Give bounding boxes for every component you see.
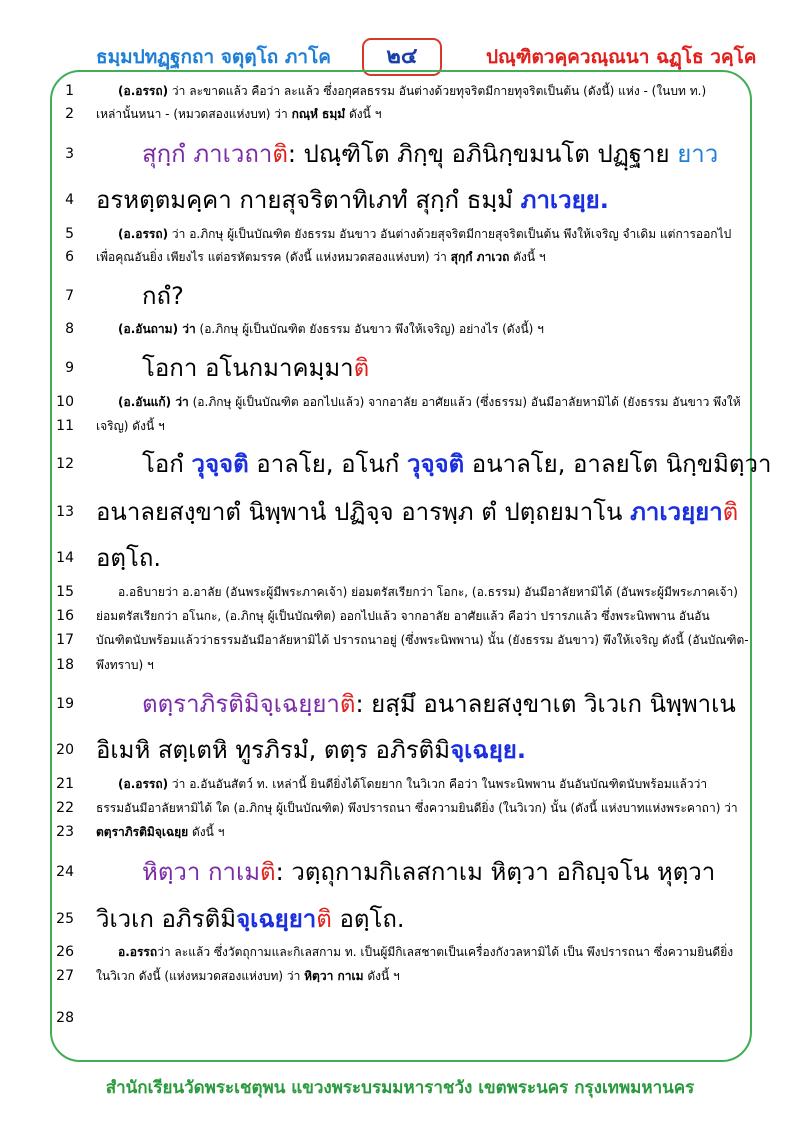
text-run: อิเมหิ สตฺเตหิ ทูรภิรมํ, ตตฺร อภิรติมิ [96, 736, 451, 764]
text-line [96, 944, 734, 960]
line-number: 24 [56, 864, 74, 880]
text-line [96, 632, 749, 648]
text-line [96, 800, 738, 816]
line-number: 8 [65, 321, 74, 337]
text-run: อตฺโถ. [96, 544, 162, 572]
text-run: : วตฺถุกามกิเลสกาเม หิตฺวา อกิญฺจโน หุตฺวา [275, 858, 716, 886]
pali-line [96, 687, 736, 721]
text-line [96, 249, 724, 265]
text-run: ดังนี้ ฯ [345, 107, 382, 121]
line-number: 21 [56, 776, 74, 792]
text-run: ภาเวยฺย. [520, 186, 609, 214]
line-number: 23 [56, 824, 74, 840]
text-run: สุกฺกํ ภาเวถ [450, 250, 510, 264]
header-left-title: ธมฺมปทฏฺฐกถา จตุตฺโถ ภาโค [96, 46, 332, 68]
pali-line [96, 855, 726, 889]
line-number: 1 [65, 83, 74, 99]
text-run: กณฺหํ ธมฺมํ [291, 107, 346, 121]
text-run: จฺเฉยฺยา [236, 905, 317, 933]
pali-line [96, 137, 726, 171]
header-right-title: ปณฺฑิตวคฺควณฺณนา ฉฏฺโธ วคฺโค [486, 46, 757, 68]
pali-line [96, 733, 726, 767]
text-line [96, 321, 724, 337]
text-run: (อ.อรรถ) [118, 227, 169, 241]
text-run: หิตฺวา กาเม [142, 858, 261, 886]
line-number: 4 [65, 192, 74, 208]
line-number: 16 [56, 608, 74, 624]
text-run: ว่า ละแล้ว ซึ่งวัตถุกามและกิเลสกาม ท. เป็นผู้มีกิเลสชาตเป็นเครื่องกังวลหามิได้ เป็น พึงปรารถนา ซึ่งความยินดียิ่ง [157, 945, 734, 959]
line-number: 17 [56, 632, 74, 648]
page-number-box: ๒๔ [362, 38, 442, 76]
text-run: ดังนี้ ฯ [509, 250, 546, 264]
line-number: 14 [56, 550, 74, 566]
line-number: 28 [56, 1010, 74, 1026]
text-run: กถํ? [142, 282, 184, 310]
text-run: ย่อมตรัสเรียกว่า อโนกะ, (อ.ภิกษุ ผู้เป็นบัณฑิต) ออกไปแล้ว จากอาลัย อาศัยแล้ว คือว่า ปรารภแล้ว ซึ่งพระนิพพาน อันอัน [96, 609, 710, 623]
line-number: 5 [65, 226, 74, 242]
text-line [96, 226, 732, 242]
line-number: 20 [56, 742, 74, 758]
line-number: 15 [56, 584, 74, 600]
text-run: ตตฺราภิรติมิจฺเฉยฺยา [142, 690, 340, 718]
text-run: (อ.อรรถ) [118, 777, 169, 791]
text-run: ว่า อ.อันอันสัตว์ ท. เหล่านี้ ยินดียิ่งได้โดยยาก ในวิเวก คือว่า ในพระนิพพาน อันอันบัณฑิตนับพร้อมแล้วว่า [168, 777, 708, 791]
line-number: 26 [56, 944, 74, 960]
text-run: เหล่านั้นหนา - (หมวดสองแห่งบท) ว่า [96, 107, 292, 121]
text-run: โอกา อโนกมาคมฺมา [142, 354, 354, 382]
text-run: ติ [353, 354, 370, 382]
page-footer: สำนักเรียนวัดพระเชตุพน แขวงพระบรมมหาราชวัง เขตพระนคร กรุงเทพมหานคร [105, 1078, 695, 1098]
text-run: : ยสฺมึ อนาลยสงฺขาเต วิเวเก นิพฺพาเน [355, 690, 736, 718]
text-line [96, 776, 724, 792]
text-run: ในวิเวก ดังนี้ (แห่งหมวดสองแห่งบท) ว่า [96, 969, 305, 983]
text-run: (อ.ภิกษุ ผู้เป็นบัณฑิต ยังธรรม อันขาว พึงให้เจริญ) อย่างไร (ดังนี้) ฯ [195, 322, 544, 336]
line-number: 3 [65, 146, 74, 162]
text-run: อนาลยสงฺขาตํ นิพฺพานํ ปฏิจฺจ อารพฺภ ตํ ปตฺถยมาโน [96, 498, 631, 526]
text-run: เจริญ) ดังนี้ ฯ [96, 419, 165, 433]
text-run: ติ [316, 905, 332, 933]
text-run: จฺเฉยฺย. [450, 736, 526, 764]
text-run: สุกฺกํ ภาเวถา [142, 140, 273, 168]
text-run: อาลโย, อโนกํ [248, 450, 407, 478]
text-run: ติ [260, 858, 276, 886]
pali-line [96, 183, 726, 217]
text-run: (อ.อันถาม) ว่า [118, 322, 196, 336]
text-run: วุจฺจติ [406, 450, 465, 478]
line-number: 13 [56, 504, 74, 520]
text-run: ดังนี้ ฯ [363, 969, 400, 983]
text-run: ยาว [677, 140, 719, 168]
text-run: : ปณฺฑิโต ภิกฺขุ อภินิกฺขมนโต ปฏฺฐาย [287, 140, 678, 168]
pali-line [96, 541, 726, 575]
line-number: 10 [56, 394, 74, 410]
line-number: 18 [56, 657, 74, 673]
text-run: ติ [339, 690, 356, 718]
line-number: 25 [56, 911, 74, 927]
line-number: 27 [56, 968, 74, 984]
text-run: (อ.ภิกษุ ผู้เป็นบัณฑิต ออกไปแล้ว) จากอาลัย อาศัยแล้ว (ซึ่งธรรม) อันมีอาลัยหามิได้ (ยังธรรม อันขาว พึงให้ [188, 395, 741, 409]
pali-line [96, 495, 739, 529]
text-run: ภาเวยฺยา [630, 498, 723, 526]
line-number: 19 [56, 696, 74, 712]
pali-line [96, 279, 726, 313]
text-line [96, 657, 724, 673]
text-line [96, 584, 738, 600]
text-run: วิเวเก อภิรติมิ [96, 905, 237, 933]
text-run: ติ [272, 140, 288, 168]
text-run: อนาลโย, อาลยโต นิกฺขมิตฺวา [464, 450, 772, 478]
line-number: 11 [56, 418, 74, 434]
text-run: บัณฑิตนับพร้อมแล้วว่าธรรมอันมีอาลัยหามิได้ ปรารถนาอยู่ (ซึ่งพระนิพพาน) นั้น (ยังธรรม อันขาว) พึงให้เจริญ ดังนี้ (อันบัณฑิต- [96, 633, 749, 647]
text-run: อรหตฺตมคฺคา กายสุจริตาทิเภทํ สุกฺกํ ธมฺมํ [96, 186, 521, 214]
text-line [96, 968, 724, 984]
text-run: อตฺโถ. [331, 905, 405, 933]
text-line [96, 106, 724, 122]
text-run: ว่า อ.ภิกษุ ผู้เป็นบัณฑิต ยังธรรม อันขาว อันต่างด้วยสุจริตมีกายสุจริตเป็นต้น พึงให้เจริญ จำเดิม แต่การออกไป [168, 227, 732, 241]
line-number: 22 [56, 800, 74, 816]
text-line [96, 83, 724, 99]
text-run: ติ [722, 498, 739, 526]
pali-line [96, 447, 772, 481]
text-run: อ.อรรถ [118, 945, 158, 959]
line-number: 2 [65, 106, 74, 122]
text-run: หิตฺวา กาเม [304, 969, 364, 983]
line-number: 6 [65, 249, 74, 265]
text-run: ว่า ละขาดแล้ว คือว่า ละแล้ว ซึ่งอกุศลธรรม อันต่างด้วยทุจริตมีกายทุจริตเป็นต้น (ดังนี้) แห่ง - (ในบท ท.) [168, 84, 707, 98]
text-line [96, 608, 724, 624]
text-run: โอกํ [142, 450, 192, 478]
text-line [96, 824, 724, 840]
text-run: ตตฺราภิรติมิจฺเฉยฺย [96, 825, 189, 839]
text-run: วุจฺจติ [191, 450, 249, 478]
text-line [96, 418, 724, 434]
pali-line [96, 351, 726, 385]
text-run: เพื่อคุณอันยิ่ง เพียงไร แต่อรหัตมรรค (ดังนี้ แห่งหมวดสองแห่งบท) ว่า [96, 250, 451, 264]
line-number: 9 [65, 360, 74, 376]
text-run: พึงทราบ) ฯ [96, 658, 154, 672]
text-run: ธรรมอันมีอาลัยหามิได้ ใด (อ.ภิกษุ ผู้เป็นบัณฑิต) พึงปรารถนา ซึ่งความยินดียิ่ง (ในวิเวก) นั้น (ดังนี้ แห่งบาทแห่งพระคาถา) ว่า [96, 801, 738, 815]
line-number: 12 [56, 456, 74, 472]
text-run: อ.อธิบายว่า อ.อาลัย (อันพระผู้มีพระภาคเจ้า) ย่อมตรัสเรียกว่า โอกะ, (อ.ธรรม) อันมีอาลัยหามิได้ (อันพระผู้มีพระภาคเจ้า) [118, 585, 738, 599]
text-run: (อ.อรรถ) [118, 84, 169, 98]
text-line [96, 394, 741, 410]
line-number: 7 [65, 288, 74, 304]
text-run: ดังนี้ ฯ [188, 825, 225, 839]
text-run: (อ.อันแก้) ว่า [118, 395, 189, 409]
pali-line [96, 902, 726, 936]
